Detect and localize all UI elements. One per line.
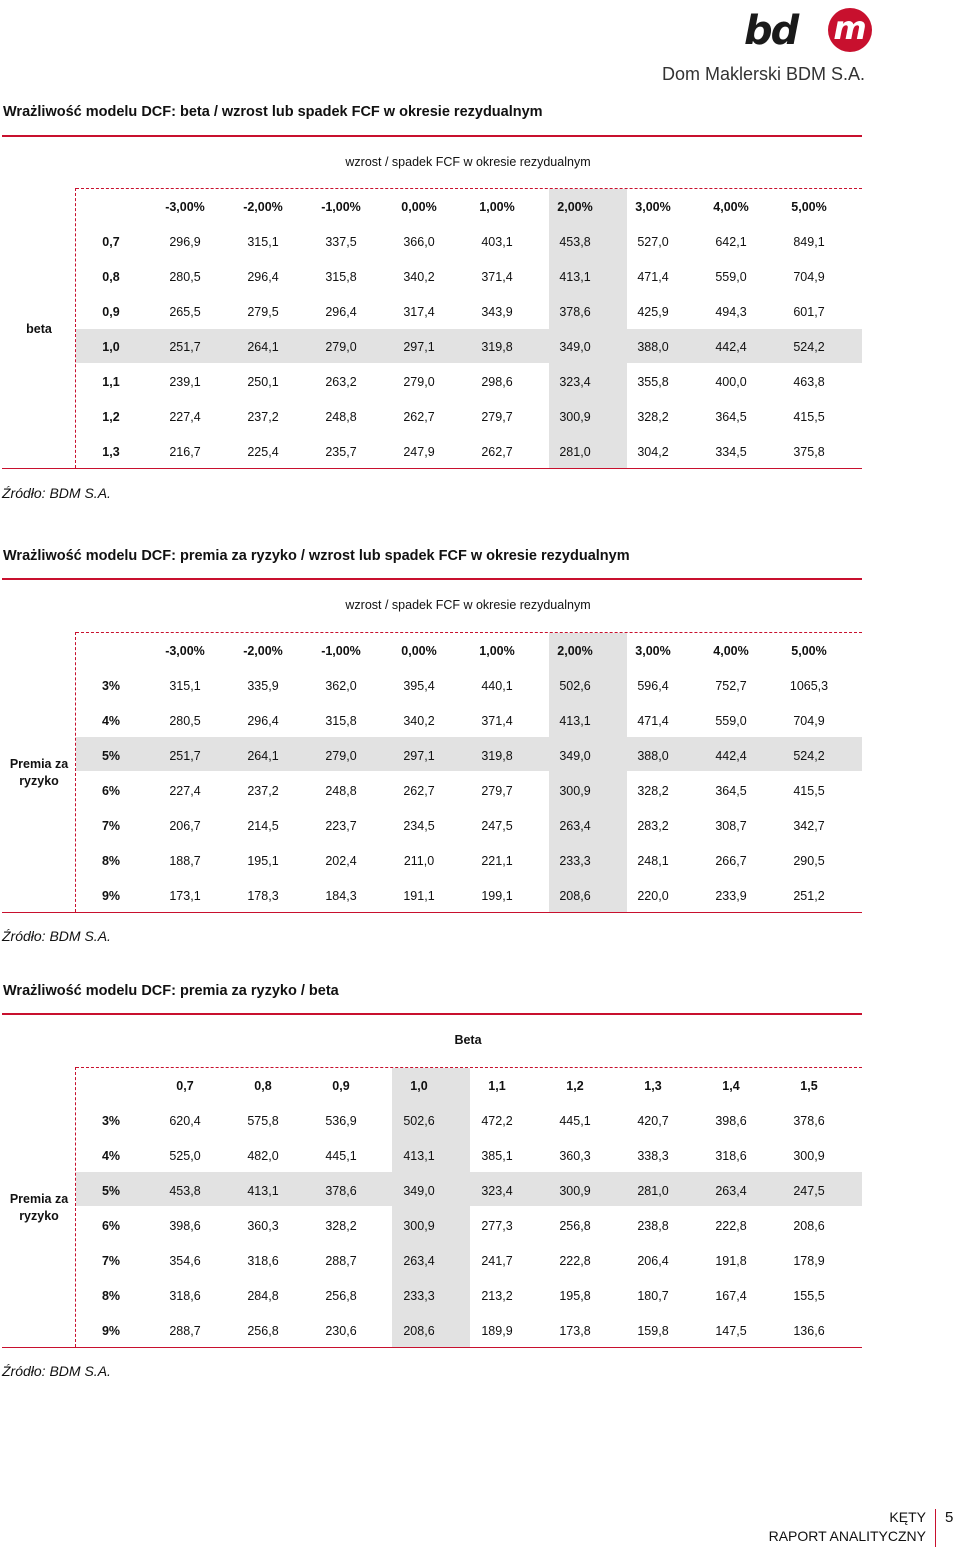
value-cell: 227,4 — [169, 783, 201, 798]
column-header-cell: -3,00% — [165, 199, 205, 214]
value-cell: 235,7 — [325, 444, 357, 459]
column-header-cell: 0,7 — [176, 1078, 194, 1093]
value-cell: 620,4 — [169, 1113, 201, 1128]
value-cell: 262,7 — [403, 409, 435, 424]
value-cell: 178,3 — [247, 888, 279, 903]
column-header-cell: 1,0 — [410, 1078, 428, 1093]
value-cell: 355,8 — [637, 374, 669, 389]
header-corner-cell — [76, 633, 146, 668]
row-axis-label: beta — [26, 322, 52, 336]
value-cell: 335,9 — [247, 678, 279, 693]
value-cell: 349,0 — [559, 748, 591, 763]
value-cell: 216,7 — [169, 444, 201, 459]
row-header-cell: 8% — [101, 853, 121, 868]
table-row — [76, 434, 848, 469]
value-cell: 453,8 — [559, 234, 591, 249]
table-header-row — [76, 189, 848, 224]
value-cell: 338,3 — [637, 1148, 669, 1163]
value-cell: 323,4 — [481, 1183, 513, 1198]
column-header-cell: 0,00% — [401, 199, 437, 214]
column-header-cell: 2,00% — [557, 643, 593, 658]
value-cell: 206,4 — [637, 1253, 669, 1268]
row-header-cell: 4% — [101, 713, 121, 728]
row-header-cell: 7% — [101, 818, 121, 833]
table-row — [76, 294, 848, 329]
value-cell: 337,5 — [325, 234, 357, 249]
value-cell: 279,0 — [325, 748, 357, 763]
value-cell: 167,4 — [715, 1288, 747, 1303]
row-header-cell: 9% — [101, 1323, 121, 1338]
value-cell: 453,8 — [169, 1183, 201, 1198]
value-cell: 364,5 — [715, 409, 747, 424]
table-row — [76, 259, 848, 294]
table-caption: wzrost / spadek FCF w okresie rezydualnym — [345, 155, 591, 169]
column-header-cell: 1,3 — [644, 1078, 662, 1093]
column-header-cell: 0,8 — [254, 1078, 272, 1093]
table-row — [76, 1138, 848, 1173]
column-header-cell: 5,00% — [791, 199, 827, 214]
value-cell: 195,1 — [247, 853, 279, 868]
column-header-cell: 1,00% — [479, 199, 515, 214]
value-cell: 298,6 — [481, 374, 513, 389]
logo-company-name: Dom Maklerski BDM S.A. — [662, 64, 866, 84]
value-cell: 420,7 — [637, 1113, 669, 1128]
value-cell: 263,4 — [403, 1253, 435, 1268]
value-cell: 230,6 — [325, 1323, 357, 1338]
value-cell: 262,7 — [481, 444, 513, 459]
value-cell: 178,9 — [793, 1253, 825, 1268]
row-header-cell: 5% — [101, 1183, 121, 1198]
value-cell: 502,6 — [403, 1113, 435, 1128]
value-cell: 220,0 — [637, 888, 669, 903]
value-cell: 413,1 — [403, 1148, 435, 1163]
value-cell: 704,9 — [793, 713, 825, 728]
value-cell: 524,2 — [793, 339, 825, 354]
column-header-cell: 0,9 — [332, 1078, 350, 1093]
value-cell: 375,8 — [793, 444, 825, 459]
value-cell: 296,4 — [325, 304, 357, 319]
value-cell: 147,5 — [715, 1323, 747, 1338]
value-cell: 415,5 — [793, 783, 825, 798]
value-cell: 180,7 — [637, 1288, 669, 1303]
value-cell: 264,1 — [247, 748, 279, 763]
value-cell: 265,5 — [169, 304, 201, 319]
value-cell: 388,0 — [637, 339, 669, 354]
title-rule — [2, 1013, 862, 1015]
table-row — [76, 1103, 848, 1138]
table-title: Wrażliwość modelu DCF: premia za ryzyko / wzrost lub spadek FCF w okresie rezydualnym — [3, 548, 630, 564]
value-cell: 849,1 — [793, 234, 825, 249]
table-row — [76, 224, 848, 259]
footer-report-title — [769, 1508, 926, 1546]
value-cell: 471,4 — [637, 713, 669, 728]
value-cell: 395,4 — [403, 678, 435, 693]
value-cell: 211,0 — [403, 853, 435, 868]
value-cell: 288,7 — [169, 1323, 201, 1338]
row-header-cell: 0,9 — [102, 304, 120, 319]
value-cell: 247,5 — [793, 1183, 825, 1198]
column-header-cell: 3,00% — [635, 199, 671, 214]
column-header-cell: -1,00% — [321, 199, 361, 214]
value-cell: 319,8 — [481, 339, 513, 354]
value-cell: 315,8 — [325, 269, 357, 284]
row-header-cell: 3% — [101, 1113, 121, 1128]
value-cell: 378,6 — [325, 1183, 357, 1198]
value-cell: 318,6 — [715, 1148, 747, 1163]
table-bottom-rule — [2, 912, 862, 913]
value-cell: 300,9 — [559, 1183, 591, 1198]
value-cell: 425,9 — [637, 304, 669, 319]
column-header-cell: 3,00% — [635, 643, 671, 658]
value-cell: 251,2 — [793, 888, 825, 903]
value-cell: 237,2 — [247, 409, 279, 424]
value-cell: 494,3 — [715, 304, 747, 319]
value-cell: 1065,3 — [789, 678, 829, 693]
table-row — [76, 843, 848, 878]
value-cell: 208,6 — [559, 888, 591, 903]
value-cell: 251,7 — [169, 748, 201, 763]
table-row — [76, 703, 848, 738]
value-cell: 256,8 — [325, 1288, 357, 1303]
value-cell: 318,6 — [169, 1288, 201, 1303]
value-cell: 223,7 — [325, 818, 357, 833]
value-cell: 239,1 — [169, 374, 201, 389]
sensitivity-table — [76, 189, 848, 469]
value-cell: 328,2 — [325, 1218, 357, 1233]
value-cell: 279,0 — [403, 374, 435, 389]
column-header-cell: -3,00% — [165, 643, 205, 658]
table-row — [76, 399, 848, 434]
value-cell: 304,2 — [637, 444, 669, 459]
value-cell: 233,3 — [403, 1288, 435, 1303]
value-cell: 315,8 — [325, 713, 357, 728]
title-rule — [2, 578, 862, 580]
value-cell: 342,7 — [793, 818, 825, 833]
column-header-cell: 1,2 — [566, 1078, 584, 1093]
value-cell: 328,2 — [637, 783, 669, 798]
value-cell: 234,5 — [403, 818, 435, 833]
column-header-cell: 1,5 — [800, 1078, 818, 1093]
logo-mark: bd — [744, 8, 798, 54]
table-row — [76, 878, 848, 913]
value-cell: 596,4 — [637, 678, 669, 693]
value-cell: 202,4 — [325, 853, 357, 868]
value-cell: 315,1 — [247, 234, 279, 249]
value-cell: 525,0 — [169, 1148, 201, 1163]
value-cell: 413,1 — [247, 1183, 279, 1198]
table-row — [76, 329, 848, 364]
value-cell: 297,1 — [403, 748, 435, 763]
value-cell: 300,9 — [793, 1148, 825, 1163]
value-cell: 248,8 — [325, 409, 357, 424]
page-number: 5 — [945, 1509, 954, 1526]
value-cell: 388,0 — [637, 748, 669, 763]
value-cell: 398,6 — [169, 1218, 201, 1233]
row-header-cell: 1,3 — [102, 444, 120, 459]
value-cell: 264,1 — [247, 339, 279, 354]
title-rule — [2, 135, 862, 137]
table-caption: wzrost / spadek FCF w okresie rezydualnym — [345, 598, 591, 612]
value-cell: 366,0 — [403, 234, 435, 249]
value-cell: 222,8 — [559, 1253, 591, 1268]
value-cell: 208,6 — [403, 1323, 435, 1338]
value-cell: 199,1 — [481, 888, 513, 903]
value-cell: 300,9 — [559, 409, 591, 424]
value-cell: 263,4 — [559, 818, 591, 833]
value-cell: 413,1 — [559, 269, 591, 284]
value-cell: 281,0 — [559, 444, 591, 459]
row-header-cell: 8% — [101, 1288, 121, 1303]
value-cell: 371,4 — [481, 713, 513, 728]
table-header-row — [76, 633, 848, 668]
value-cell: 340,2 — [403, 713, 435, 728]
value-cell: 189,9 — [481, 1323, 513, 1338]
column-header-cell: -2,00% — [243, 199, 283, 214]
column-header-cell: 1,4 — [722, 1078, 740, 1093]
source-note: Źródło: BDM S.A. — [2, 1363, 111, 1379]
value-cell: 354,6 — [169, 1253, 201, 1268]
value-cell: 225,4 — [247, 444, 279, 459]
footer-report-type: RAPORT ANALITYCZNY — [768, 1528, 926, 1544]
row-header-cell: 1,2 — [102, 409, 120, 424]
footer-divider — [935, 1509, 936, 1547]
value-cell: 575,8 — [247, 1113, 279, 1128]
value-cell: 328,2 — [637, 409, 669, 424]
value-cell: 248,1 — [637, 853, 669, 868]
value-cell: 559,0 — [715, 269, 747, 284]
footer-company: KĘTY — [889, 1509, 926, 1525]
value-cell: 250,1 — [247, 374, 279, 389]
value-cell: 334,5 — [715, 444, 747, 459]
value-cell: 704,9 — [793, 269, 825, 284]
value-cell: 400,0 — [715, 374, 747, 389]
value-cell: 173,8 — [559, 1323, 591, 1338]
value-cell: 184,3 — [325, 888, 357, 903]
row-axis-label: Premia za ryzyko — [9, 757, 69, 788]
value-cell: 155,5 — [793, 1288, 825, 1303]
value-cell: 227,4 — [169, 409, 201, 424]
header-corner-cell — [76, 189, 146, 224]
value-cell: 233,9 — [715, 888, 747, 903]
column-header-cell: 5,00% — [791, 643, 827, 658]
value-cell: 159,8 — [637, 1323, 669, 1338]
table-title: Wrażliwość modelu DCF: beta / wzrost lub spadek FCF w okresie rezydualnym — [3, 104, 543, 120]
value-cell: 238,8 — [637, 1218, 669, 1233]
value-cell: 378,6 — [559, 304, 591, 319]
value-cell: 173,1 — [169, 888, 201, 903]
row-header-cell: 6% — [101, 1218, 121, 1233]
row-header-cell: 0,7 — [102, 234, 120, 249]
table-bottom-rule — [2, 468, 862, 469]
value-cell: 283,2 — [637, 818, 669, 833]
value-cell: 463,8 — [793, 374, 825, 389]
value-cell: 360,3 — [247, 1218, 279, 1233]
value-cell: 364,5 — [715, 783, 747, 798]
value-cell: 502,6 — [559, 678, 591, 693]
value-cell: 297,1 — [403, 339, 435, 354]
column-header-cell: 1,00% — [479, 643, 515, 658]
value-cell: 472,2 — [481, 1113, 513, 1128]
value-cell: 442,4 — [715, 748, 747, 763]
value-cell: 221,1 — [481, 853, 513, 868]
row-header-cell: 5% — [101, 748, 121, 763]
table-row — [76, 1243, 848, 1278]
value-cell: 280,5 — [169, 713, 201, 728]
value-cell: 413,1 — [559, 713, 591, 728]
value-cell: 237,2 — [247, 783, 279, 798]
sensitivity-table — [76, 1068, 848, 1348]
table-row — [76, 364, 848, 399]
value-cell: 524,2 — [793, 748, 825, 763]
row-header-cell: 0,8 — [102, 269, 120, 284]
value-cell: 279,5 — [247, 304, 279, 319]
logo-m-circle: m — [828, 8, 872, 52]
value-cell: 385,1 — [481, 1148, 513, 1163]
value-cell: 277,3 — [481, 1218, 513, 1233]
value-cell: 266,7 — [715, 853, 747, 868]
value-cell: 318,6 — [247, 1253, 279, 1268]
value-cell: 349,0 — [559, 339, 591, 354]
value-cell: 319,8 — [481, 748, 513, 763]
value-cell: 482,0 — [247, 1148, 279, 1163]
table-row — [76, 1208, 848, 1243]
value-cell: 281,0 — [637, 1183, 669, 1198]
value-cell: 191,8 — [715, 1253, 747, 1268]
value-cell: 256,8 — [559, 1218, 591, 1233]
value-cell: 415,5 — [793, 409, 825, 424]
value-cell: 323,4 — [559, 374, 591, 389]
value-cell: 371,4 — [481, 269, 513, 284]
value-cell: 248,8 — [325, 783, 357, 798]
table-row — [76, 1313, 848, 1348]
value-cell: 442,4 — [715, 339, 747, 354]
header-corner-cell — [76, 1068, 146, 1103]
value-cell: 279,0 — [325, 339, 357, 354]
table-row — [76, 773, 848, 808]
value-cell: 340,2 — [403, 269, 435, 284]
value-cell: 263,2 — [325, 374, 357, 389]
row-header-cell: 6% — [101, 783, 121, 798]
value-cell: 247,9 — [403, 444, 435, 459]
table-row — [76, 808, 848, 843]
value-cell: 191,1 — [403, 888, 435, 903]
value-cell: 300,9 — [403, 1218, 435, 1233]
column-header-cell: 4,00% — [713, 199, 749, 214]
value-cell: 262,7 — [403, 783, 435, 798]
value-cell: 300,9 — [559, 783, 591, 798]
row-header-cell: 1,0 — [102, 339, 120, 354]
value-cell: 559,0 — [715, 713, 747, 728]
value-cell: 208,6 — [793, 1218, 825, 1233]
row-header-cell: 4% — [101, 1148, 121, 1163]
value-cell: 536,9 — [325, 1113, 357, 1128]
value-cell: 362,0 — [325, 678, 357, 693]
column-header-cell: 1,1 — [488, 1078, 506, 1093]
source-note: Źródło: BDM S.A. — [2, 928, 111, 944]
value-cell: 360,3 — [559, 1148, 591, 1163]
table-row — [76, 1278, 848, 1313]
column-header-cell: -1,00% — [321, 643, 361, 658]
value-cell: 378,6 — [793, 1113, 825, 1128]
value-cell: 280,5 — [169, 269, 201, 284]
value-cell: 241,7 — [481, 1253, 513, 1268]
value-cell: 403,1 — [481, 234, 513, 249]
value-cell: 601,7 — [793, 304, 825, 319]
value-cell: 214,5 — [247, 818, 279, 833]
value-cell: 349,0 — [403, 1183, 435, 1198]
table-row — [76, 738, 848, 773]
value-cell: 445,1 — [559, 1113, 591, 1128]
source-note: Źródło: BDM S.A. — [2, 485, 111, 501]
table-caption: Beta — [454, 1033, 482, 1047]
table-title: Wrażliwość modelu DCF: premia za ryzyko / beta — [3, 983, 339, 999]
value-cell: 288,7 — [325, 1253, 357, 1268]
value-cell: 188,7 — [169, 853, 201, 868]
column-header-cell: 4,00% — [713, 643, 749, 658]
value-cell: 284,8 — [247, 1288, 279, 1303]
value-cell: 290,5 — [793, 853, 825, 868]
value-cell: 317,4 — [403, 304, 435, 319]
sensitivity-table — [76, 633, 848, 913]
value-cell: 233,3 — [559, 853, 591, 868]
value-cell: 308,7 — [715, 818, 747, 833]
value-cell: 296,9 — [169, 234, 201, 249]
value-cell: 206,7 — [169, 818, 201, 833]
table-row — [76, 1173, 848, 1208]
column-header-cell: 2,00% — [557, 199, 593, 214]
value-cell: 279,7 — [481, 783, 513, 798]
value-cell: 752,7 — [715, 678, 747, 693]
column-header-cell: -2,00% — [243, 643, 283, 658]
row-header-cell: 1,1 — [102, 374, 120, 389]
value-cell: 527,0 — [637, 234, 669, 249]
value-cell: 296,4 — [247, 269, 279, 284]
value-cell: 251,7 — [169, 339, 201, 354]
row-axis-label: Premia za ryzyko — [9, 1192, 69, 1223]
value-cell: 222,8 — [715, 1218, 747, 1233]
value-cell: 471,4 — [637, 269, 669, 284]
row-header-cell: 3% — [101, 678, 121, 693]
row-header-cell: 9% — [101, 888, 121, 903]
column-header-cell: 0,00% — [401, 643, 437, 658]
bdm-logo — [660, 8, 910, 86]
value-cell: 642,1 — [715, 234, 747, 249]
value-cell: 398,6 — [715, 1113, 747, 1128]
value-cell: 195,8 — [559, 1288, 591, 1303]
table-header-row — [76, 1068, 848, 1103]
row-header-cell: 7% — [101, 1253, 121, 1268]
table-row — [76, 668, 848, 703]
value-cell: 136,6 — [793, 1323, 825, 1338]
table-bottom-rule — [2, 1347, 862, 1348]
value-cell: 296,4 — [247, 713, 279, 728]
value-cell: 247,5 — [481, 818, 513, 833]
value-cell: 445,1 — [325, 1148, 357, 1163]
value-cell: 440,1 — [481, 678, 513, 693]
value-cell: 213,2 — [481, 1288, 513, 1303]
value-cell: 279,7 — [481, 409, 513, 424]
value-cell: 343,9 — [481, 304, 513, 319]
value-cell: 256,8 — [247, 1323, 279, 1338]
value-cell: 315,1 — [169, 678, 201, 693]
value-cell: 263,4 — [715, 1183, 747, 1198]
